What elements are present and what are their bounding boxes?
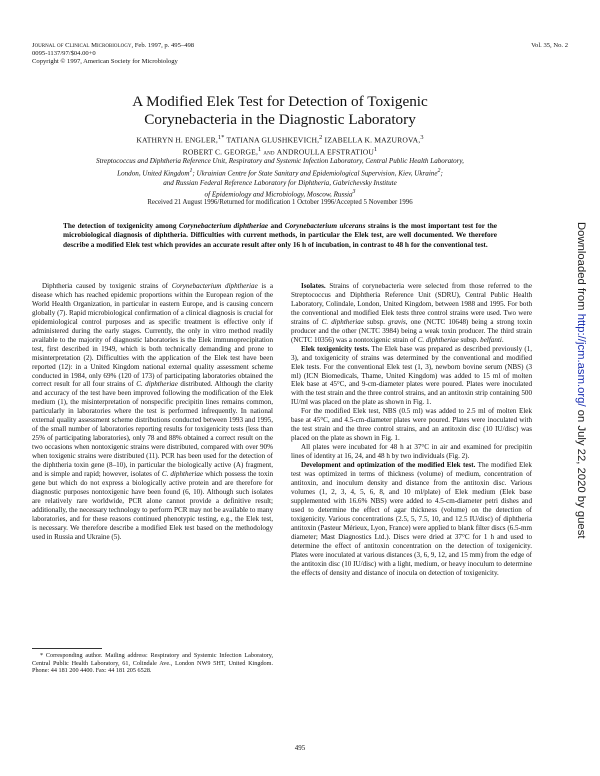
affil-line-2 — [32, 167, 528, 179]
intro-text: is a disease which has reached epidemic proportions within the European region of the World Health Organization, in particular in eastern Europe, and is causing concern globally (7). Rapid microbiological confirmation of a clinical diagnosis is crucial for epidemiological control purposes and as specific treatment is effective only if administered during the early stages. Currently, the only in vitro method readily available to the majority of diagnostic laboratories is the Elek immunoprecipitation test, first described in 1949, which is both technically demanding and prone to misinterpretation (2). Difficulties with the application of the Elek test have been reported (12): in a United Kingdom national external quality assessment scheme conducted in 1984, only 69% (120 of 173) of participating laboratories obtained the correct result for all four strains of — [32, 282, 273, 389]
corresponding-star: * — [221, 134, 225, 141]
author-sup: 2 — [319, 134, 323, 141]
intro-text: which possess the toxin gene but which do not express a biologically active protein and are therefore for diagnostic purposes nontoxigenic have been found (6, 10). Although such isolates are relatively rare worldwide, PCR alone cannot provide a definitive result; additionally, the necessary technology to perform PCR may not be available to many laboratories, and for these reasons continued phenotypic testing, e.g., the Elek test, is necessary. We therefore describe a modified Elek test based on the methodology used in Russia and Ukraine (5). — [32, 470, 274, 541]
journal-header — [32, 42, 432, 67]
body-text: Strains of corynebacteria were selected from those referred to the Streptococcus and Diphtheria Reference Unit (SDRU), Central Public Health Laboratory, Colindale, London, United Kingdom, between 1988 and 1995. For both the conventional and modified Elek tests three control strains were used. Two were strains of — [291, 282, 532, 326]
species-name: Corynebacterium diphtheriae — [171, 282, 258, 290]
right-column — [291, 282, 532, 577]
author-sup: 3 — [420, 134, 424, 141]
affil-sup: 3 — [352, 189, 356, 196]
author-sup: 1 — [258, 146, 262, 154]
corresponding-footnote: * Corresponding author. Mailing address: Respiratory and Systemic Infection Laboratory, Central Public Health Laboratory, 61, Colindale Ave., London NW9 5HT, United Kingdom. Phone: 44 181 200 4400. Fax: 44 181 205 6528. — [32, 652, 273, 675]
issue-info: , Feb. 1997, p. 495–498 — [131, 42, 195, 49]
modified-test-paragraph: For the modified Elek test, NBS (0.5 ml) was added to 2.5 ml of molten Elek base at 45°C, and 4.5-cm-diameter plates were poured. Plates were inoculated with the test strain and the three control strains, and an antitoxin disc (10 IU/disc) was placed on the plate as shown in Fig. 1. — [291, 407, 532, 443]
abstract — [63, 221, 497, 249]
body-text: subsp. — [458, 335, 481, 344]
abstract-species: Corynebacterium ulcerans — [284, 221, 366, 230]
species-name: belfanti — [480, 335, 502, 344]
author-and: and — [261, 147, 277, 157]
author-george: ROBERT C. GEORGE, — [182, 147, 259, 157]
watermark-prefix: Downloaded from — [575, 222, 587, 314]
affil-london: London, United Kingdom — [117, 168, 190, 177]
intro-text: Diphtheria caused by toxigenic strains of — [42, 282, 172, 290]
author-glushkevich: TATIANA GLUSHKEVICH, — [224, 135, 320, 145]
title-line-1: A Modified Elek Test for Detection of Toxigenic — [132, 93, 428, 110]
affil-sep: ; — [440, 168, 443, 177]
author-efstratiou: ANDROULLA EFSTRATIOU — [276, 147, 375, 157]
body-text: , one (NCTC 10648) being a strong toxin producer and the other (NCTC 3984) being a weak toxin producer. The third strain (NCTC 10356) was a nontoxigenic strain of — [291, 317, 532, 344]
affil-kiev: ; Ukrainian Centre for State Sanitary and Epidemiological Supervision, Kiev, Ukraine — [192, 168, 438, 177]
article-title — [60, 93, 500, 128]
species-name: C. diphtheriae — [161, 470, 204, 479]
section-heading: Elek toxigenicity tests. — [301, 344, 370, 353]
journal-name: Journal of Clinical Microbiology — [32, 42, 132, 49]
download-watermark — [573, 222, 587, 542]
page-number: 495 — [294, 744, 306, 752]
body-text: The Elek base was prepared as described previously (1, 3), and toxigenicity of strains was determined by the conventional and modified Elek tests. For the conventional Elek test (1, 3), newborn bovine serum (NBS) (3 ml) (ICN Biomedicals, Thame, United Kingdom) was added to 15 ml of molten Elek base at 45°C, and 9-cm-diameter plates were poured. Plates were inoculated with the test strain and the three control strains, and an antitoxin strip containing 500 IU/ml was placed on the plate as shown in Fig. 1. — [291, 344, 533, 407]
volume-info: Vol. 35, No. 2 — [531, 42, 568, 49]
left-column — [32, 282, 273, 542]
body-text: . — [501, 335, 504, 344]
affil-line-3: and Russian Federal Reference Laboratory for Diphtheria, Gabrichevsky Institute — [163, 178, 397, 187]
species-name: C. diphtheriae — [417, 335, 459, 344]
incubation-paragraph: All plates were incubated for 48 h at 37°C in air and examined for precipitin lines of identity at 16, 24, and 48 h by two individuals (Fig. 2). — [291, 443, 532, 461]
affil-moscow: of Epidemiology and Microbiology, Moscow, Russia — [204, 190, 353, 199]
species-name: C. diphtheriae — [321, 317, 364, 326]
abstract-species: Corynebacterium diphtheriae — [178, 221, 269, 230]
watermark-suffix: on July 22, 2020 by guest — [575, 406, 587, 539]
issn-code: 0095-1137/97/$04.00+0 — [32, 50, 96, 58]
authors-line-1 — [60, 133, 500, 145]
abstract-text: and — [268, 221, 285, 230]
affil-line-1: Streptococcus and Diphtheria Reference Unit, Respiratory and Systemic Infection Laboratory, Central Public Health Laboratory, — [96, 157, 464, 165]
body-text: The modified Elek test was optimized in terms of thickness (volume) of medium, concentration of antitoxin, and inoculum density and distance from the antitoxin disc. Various volumes (1, 2, 3, 4, 5, 6, 8, and 10 ml/plate) of Elek medium (Elek base supplemented with 16.6% NBS) were added to 4.5-cm-diameter petri dishes and used to determine the effect of agar thickness (volume) on the detection of toxigenicity. Various concentrations (2.5, 5, 7.5, 10, and 12.5 IU/disc) of diphtheria antitoxin (Pasteur Mérieux, Lyon, France) were applied to blank filter discs (6.5-mm diameter; Mast Diagnostics Ltd.). Discs were dried at 37°C for 1 h and used to determine the effect of antitoxin concentration on the detection of toxigenicity. Plates were inoculated at various distances (3, 6, 9, 12, and 15 mm) from the edge of the antitoxin disc (10 IU/disc) with a light, medium, or heavy inoculum to determine the effects of density and distance of inocula on detection of toxigenicity. — [291, 461, 532, 577]
authors-line-2 — [60, 145, 500, 157]
author-sup: 1 — [217, 134, 222, 141]
affil-sup: 2 — [437, 167, 441, 174]
abstract-text: The detection of toxigenicity among — [63, 221, 179, 230]
isolates-paragraph — [291, 282, 532, 345]
affiliations — [32, 157, 528, 200]
optimization-paragraph — [291, 461, 532, 577]
elek-tests-paragraph — [291, 345, 532, 408]
affil-sup: 1 — [189, 167, 193, 174]
intro-text: distributed. Although the clarity and accuracy of the test have been improved following the modification of the Elek medium (1), the misinterpretation of nonspecific precipitin lines remains common, particularly in laboratories where the test is performed infrequently. In national external quality assessment scheme distributions conducted between 1993 and 1995, of the small number of laboratories reporting results for toxigenicity tests (less than 25% of participating laboratories), only 78 and 88% obtained a correct result on the two occasions when nontoxigenic strains were distributed, compared with over 90% when toxigenic strains were distributed (11). PCR has been used for the detection of the diphtheria toxin gene (8–10), in particular the biologically active (A) fragment, and is simple and rapid; however, isolates of — [32, 380, 274, 479]
section-heading: Development and optimization of the modified Elek test. — [301, 461, 476, 470]
species-name: C. diphtheriae — [136, 380, 178, 389]
intro-paragraph — [32, 282, 273, 542]
body-text: subsp. — [363, 317, 389, 326]
author-sup: 1 — [374, 146, 378, 154]
species-name: gravis — [388, 317, 406, 326]
author-list — [60, 133, 500, 158]
author-mazurova: IZABELLA K. MAZUROVA, — [322, 135, 421, 145]
footnote-divider — [32, 648, 102, 649]
abstract-text: strains is the most important test for the microbiological diagnosis of diphtheria. Difficulties with current methods, in particular the Elek test, are well documented. We therefore describe a modified Elek test which provides an accurate result after only 16 h of incubation, in contrast to 48 h for the conventional test. — [63, 221, 498, 249]
received-dates: Received 21 August 1996/Returned for modification 1 October 1996/Accepted 5 November 1996 — [147, 199, 413, 206]
title-line-2: Corynebacteria in the Diagnostic Laboratory — [144, 110, 416, 128]
download-watermark-text — [573, 222, 587, 542]
journal-link[interactable]: http://jcm.asm.org/ — [575, 313, 587, 407]
copyright-line: Copyright © 1997, American Society for Microbiology — [32, 58, 178, 66]
author-engler: KATHRYN H. ENGLER, — [136, 135, 218, 145]
section-heading: Isolates. — [301, 282, 326, 290]
